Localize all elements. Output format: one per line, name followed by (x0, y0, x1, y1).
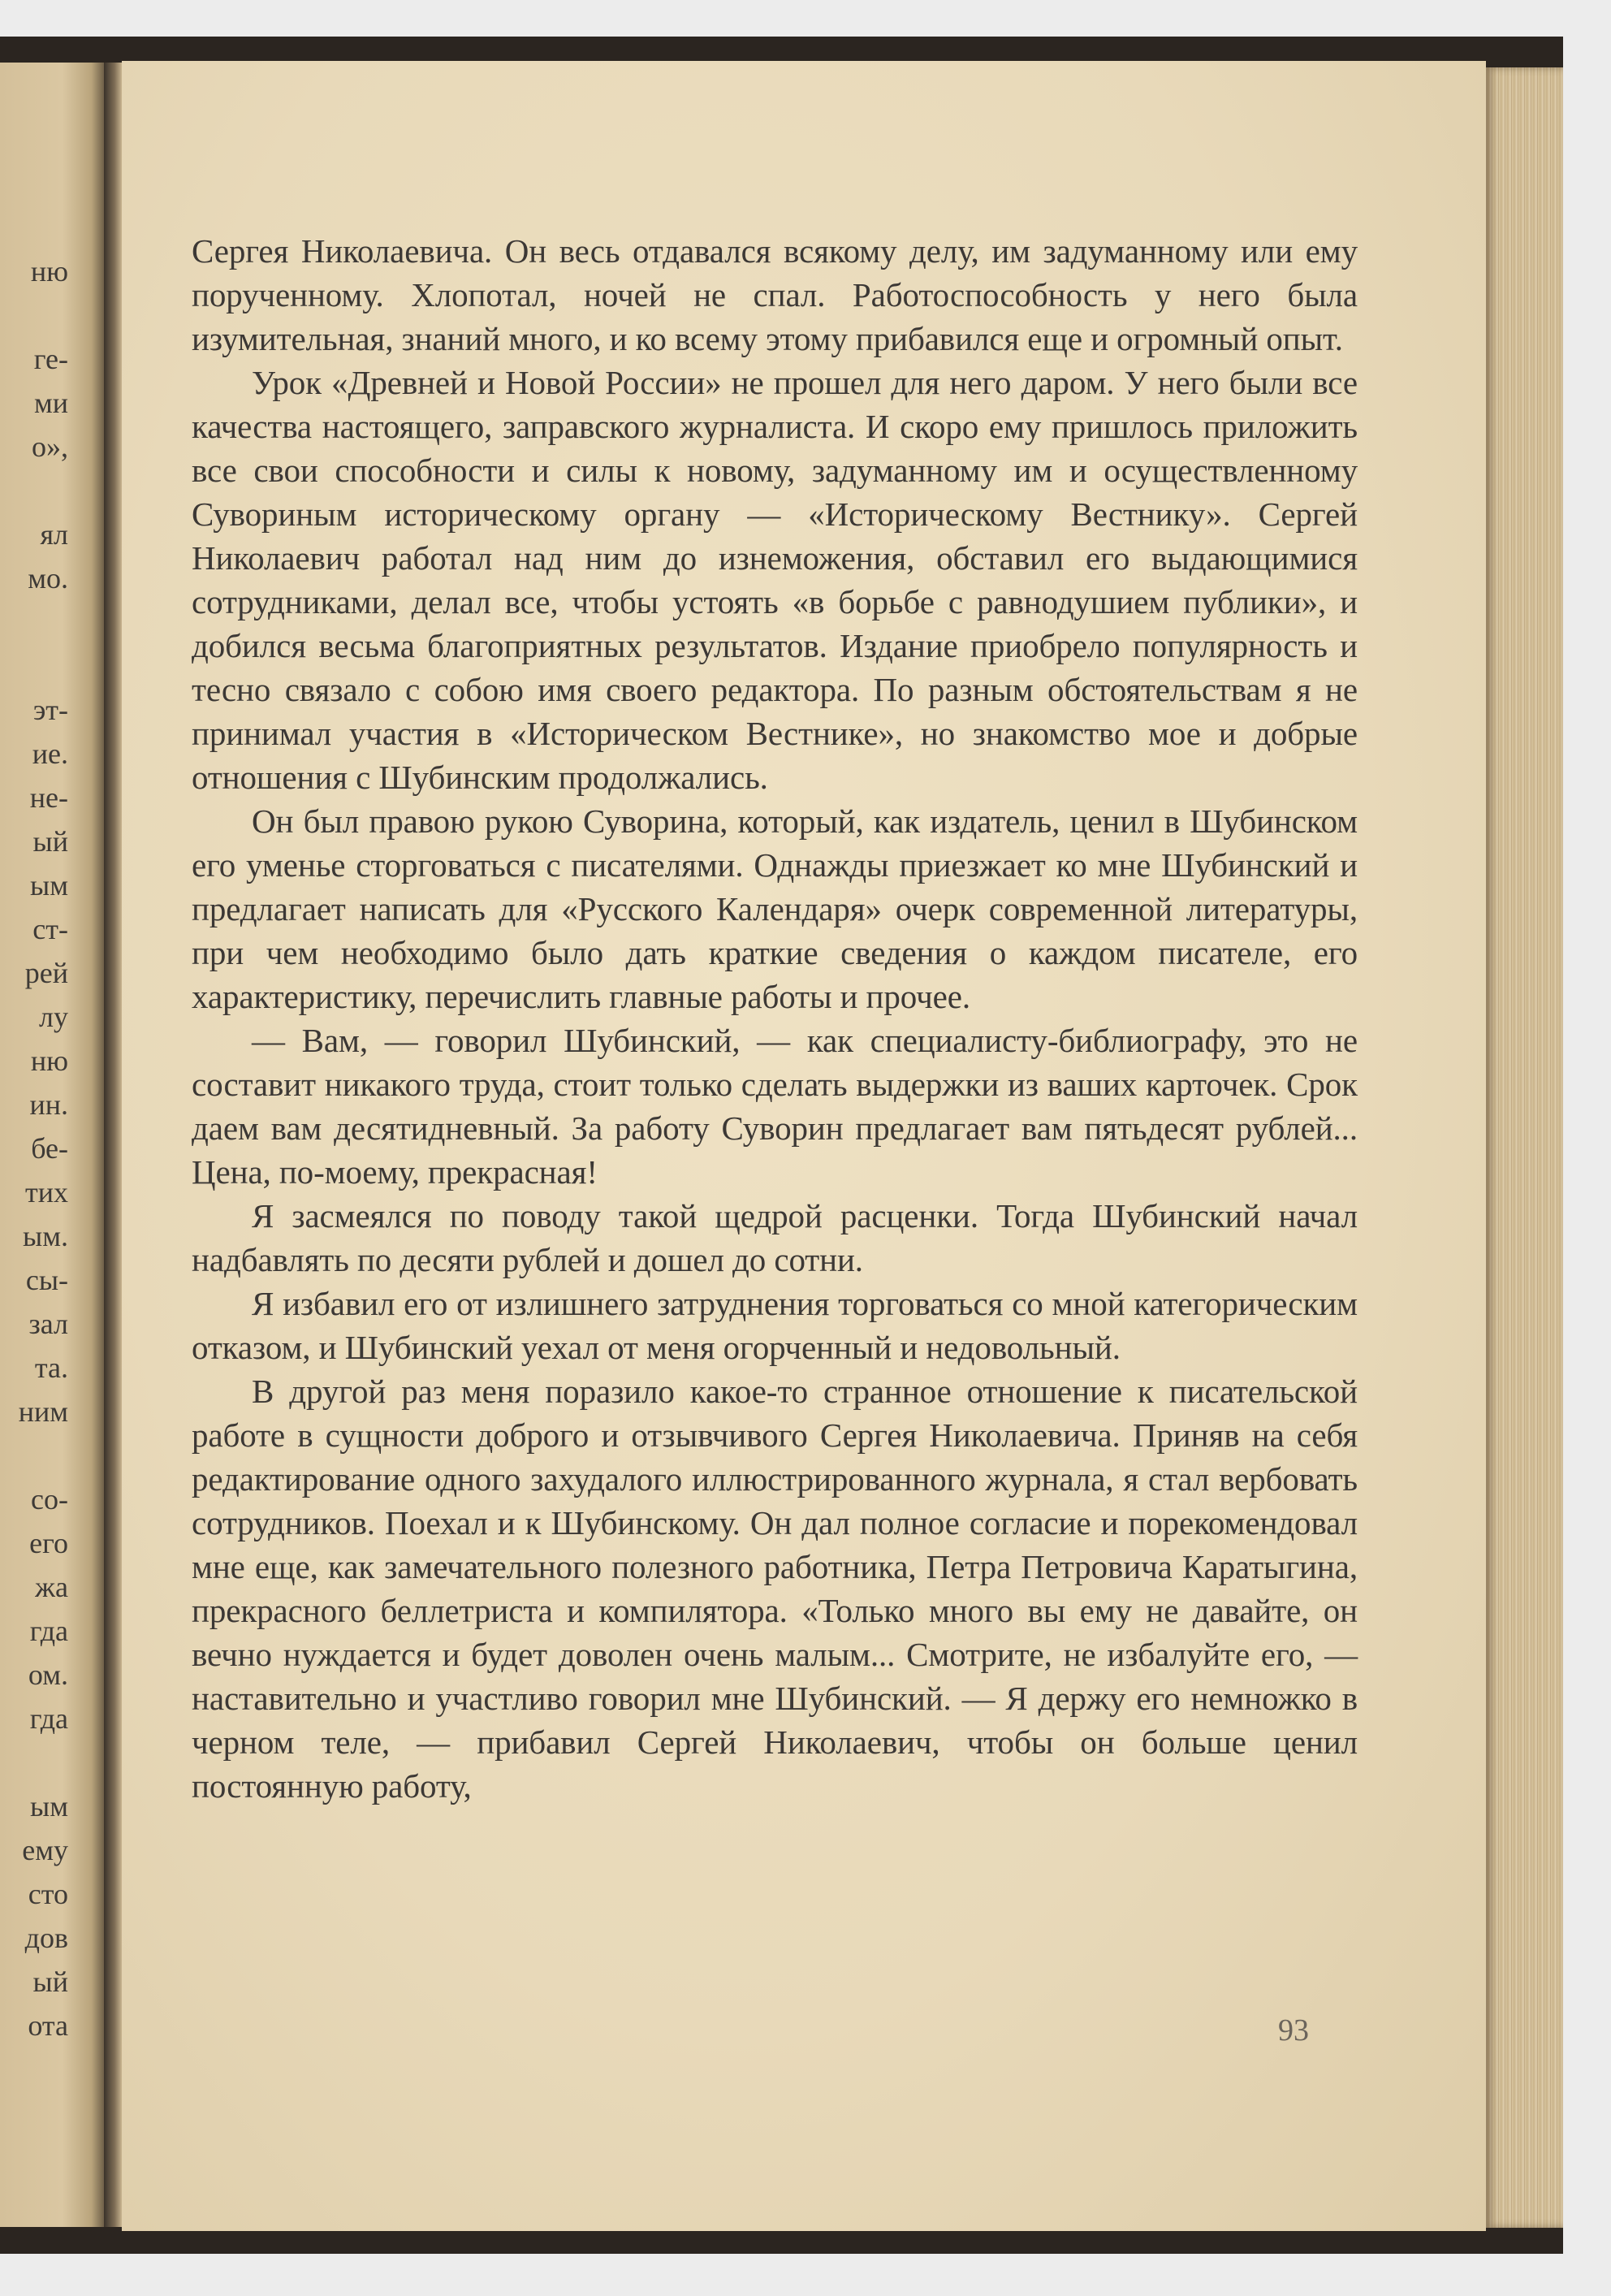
left-page-fragment (0, 293, 104, 337)
left-page-fragment: сы- (25, 1264, 68, 1296)
left-page-fragment: жа (35, 1571, 68, 1603)
left-page-fragment: ню (30, 1044, 68, 1077)
left-page-fragment: со- (31, 1483, 68, 1516)
left-page-fragment: ин. (29, 1088, 68, 1121)
paragraph: — Вам, — говорил Шубинский, — как специалисту-библиографу, это не составит никакого труда, стоит только сделать выдержки из ваших карточек. Срок даем вам десятидневный. За работу Суворин предлагает вам пятьдесят рублей... Цена, по-моему, прекрасная! (192, 1022, 1358, 1191)
left-page-fragment: рей (24, 957, 68, 989)
left-page-fragment: ним (18, 1395, 68, 1428)
left-page-fragment: ню (30, 255, 68, 288)
paragraph: В другой раз меня поразило какое-то странное отношение к писательской работе в сущности доброго и отзывчивого Сергея Николаевича. Приняв на себя редактирование одного захудалого иллюстрированного журнала, я стал вербовать сотрудников. Поехал и к Шубинскому. Он дал полное согласие и порекомендовал мне еще, как замечательного полезного работника, Петра Петровича Каратыгина, прекрасного беллетриста и компилятора. «Только много вы ему не давайте, он вечно нуждается и будет доволен очень малым... Смотрите, не избалуйте его, — наставительно и участливо говорил мне Шубинский. — Я держу его немножко в черном теле, — прибавил Сергей Николаевич, чтобы он больше ценил постоянную работу, (192, 1373, 1358, 1805)
left-page-fragment: ие. (32, 737, 68, 770)
left-page-fragment: его (29, 1527, 68, 1559)
left-page-fragment: ми (33, 387, 68, 419)
left-page-fragment: ым. (23, 1220, 68, 1252)
left-page-fragment: зал (28, 1308, 68, 1340)
left-page-fragment: та. (34, 1351, 68, 1384)
left-page-fragment: лу (39, 1001, 68, 1033)
book-gutter (104, 63, 122, 2227)
left-page-fragment (0, 600, 104, 644)
left-page-fragment: ст- (32, 913, 68, 945)
paragraph: Урок «Древней и Новой России» не прошел для него даром. У него были все качества настоящего, заправского журналиста. И скоро ему пришлось приложить все свои способности и силы к новому, задуманному им и осуществленному Сувориным историческому органу — «Историческому Вестнику». Сергей Николаевич работал над ним до изнеможения, обставил его выдающимися сотрудниками, делал все, чтобы устоять «в борьбе с равнодушием публики», и добился весьма благоприятных результатов. Издание приобрело популярность и тесно связало с собою имя своего редактора. По разным обстоятельствам я не принимал участия в «Историческом Вестнике», но знакомство мое и добрые отношения с Шубинским продолжались. (192, 364, 1358, 796)
page-number: 93 (1278, 2013, 1309, 2047)
left-page-text-fragments (0, 249, 104, 2047)
left-page-fragment: ге- (33, 343, 68, 375)
left-page-fragment: дов (24, 1922, 68, 1954)
left-page-fragment (0, 644, 104, 688)
body-text (192, 229, 1358, 1808)
left-page-fragment (0, 1433, 104, 1477)
left-page-fragment: ый (32, 825, 68, 858)
left-page-fragment: сто (28, 1878, 68, 1910)
left-page-fragment: не- (29, 781, 68, 814)
left-page-fragment: ый (32, 1965, 68, 1998)
paragraph: Сергея Николаевича. Он весь отдавался всякому делу, им задуманному или ему порученному. Хлопотал, ночей не спал. Работоспособность у него была изумительная, знаний много, и ко всему этому прибавился еще и огромный опыт. (192, 232, 1358, 357)
paragraph: Я засмеялся по поводу такой щедрой расценки. Тогда Шубинский начал надбавлять по десяти рублей и дошел до сотни. (192, 1197, 1358, 1278)
left-page-fragment (0, 1740, 104, 1784)
left-page-fragment: бе- (31, 1132, 68, 1165)
left-page-fragment: о», (32, 430, 68, 463)
left-page-fragment: гда (29, 1702, 68, 1735)
paragraph: Он был правою рукою Суворина, который, как издатель, ценил в Шубинском его уменье сторговаться с писателями. Однажды приезжает ко мне Шубинский и предлагает написать для «Русского Календаря» очерк современной литературы, при чем необходимо было дать краткие сведения о каждом писателе, его характеристику, перечислить главные работы и прочее. (192, 802, 1358, 1015)
paragraph: Я избавил его от излишнего затруднения торговаться со мной категорическим отказом, и Шубинский уехал от меня огорченный и недовольный. (192, 1285, 1358, 1366)
left-page-fragment: ом. (28, 1658, 68, 1691)
left-page-fragment: ым (30, 869, 68, 902)
left-page-fragment: тих (25, 1176, 68, 1209)
left-page-fragment: ота (28, 2009, 68, 2042)
left-page-fragment: эт- (32, 694, 68, 726)
left-page-fragment: ым (30, 1790, 68, 1823)
left-page-fragment: ял (40, 518, 68, 551)
page-edges (1486, 67, 1563, 2228)
left-page-fragment: ему (22, 1834, 68, 1866)
left-page (0, 63, 104, 2227)
left-page-fragment: гда (29, 1615, 68, 1647)
left-page-fragment: мо. (28, 562, 68, 595)
left-page-fragment (0, 469, 104, 512)
